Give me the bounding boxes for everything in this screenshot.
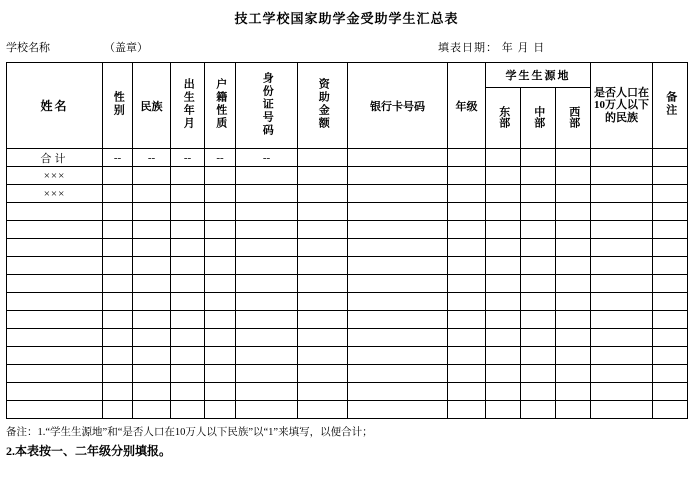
cell-source-west[interactable]	[556, 203, 591, 221]
cell-grant-amount[interactable]	[298, 257, 348, 275]
cell-source-east[interactable]	[486, 203, 521, 221]
cell-source-west[interactable]	[556, 383, 591, 401]
cell-grant-amount[interactable]	[298, 203, 348, 221]
header-source-middle: 中部	[521, 88, 556, 149]
cell-source-east[interactable]	[486, 185, 521, 203]
fill-date-label: 填表日期： 年 月 日	[438, 42, 546, 54]
cell-grant-amount[interactable]	[298, 329, 348, 347]
cell-source-east[interactable]	[486, 383, 521, 401]
header-household: 户籍性质	[205, 63, 236, 149]
cell-nation[interactable]	[133, 167, 171, 185]
cell-household[interactable]	[205, 239, 236, 257]
cell-nation[interactable]	[133, 221, 171, 239]
cell-source-east[interactable]	[486, 257, 521, 275]
cell-bank-card[interactable]	[348, 167, 448, 185]
page-title: 技工学校国家助学金受助学生汇总表	[234, 11, 459, 26]
cell-bank-card[interactable]	[348, 329, 448, 347]
cell-nation[interactable]	[133, 257, 171, 275]
cell-name[interactable]: 合计	[7, 149, 103, 167]
cell-id-number[interactable]	[236, 185, 298, 203]
cell-source-west[interactable]	[556, 239, 591, 257]
seal-label: （盖章）	[104, 42, 148, 54]
cell-remark[interactable]	[653, 149, 688, 167]
cell-minority[interactable]	[591, 149, 653, 167]
cell-nation[interactable]	[133, 203, 171, 221]
cell-source-middle[interactable]	[521, 365, 556, 383]
cell-source-middle[interactable]	[521, 203, 556, 221]
cell-grant-amount[interactable]	[298, 239, 348, 257]
cell-gender[interactable]	[103, 275, 133, 293]
cell-birth[interactable]	[171, 383, 205, 401]
cell-remark[interactable]	[653, 401, 688, 419]
cell-bank-card[interactable]	[348, 221, 448, 239]
cell-grade[interactable]	[448, 293, 486, 311]
cell-source-west[interactable]	[556, 185, 591, 203]
cell-household[interactable]	[205, 275, 236, 293]
cell-nation[interactable]	[133, 365, 171, 383]
cell-source-east[interactable]	[486, 167, 521, 185]
cell-source-middle[interactable]	[521, 185, 556, 203]
cell-name[interactable]	[7, 329, 103, 347]
cell-birth[interactable]	[171, 167, 205, 185]
cell-nation[interactable]: --	[133, 149, 171, 167]
cell-bank-card[interactable]	[348, 311, 448, 329]
cell-gender[interactable]	[103, 365, 133, 383]
cell-birth[interactable]	[171, 401, 205, 419]
cell-source-middle[interactable]	[521, 347, 556, 365]
header-source-area: 学生生源地	[486, 63, 591, 88]
cell-source-middle[interactable]	[521, 275, 556, 293]
cell-grade[interactable]	[448, 275, 486, 293]
cell-grade[interactable]	[448, 221, 486, 239]
cell-source-middle[interactable]	[521, 257, 556, 275]
cell-name[interactable]	[7, 347, 103, 365]
cell-bank-card[interactable]	[348, 185, 448, 203]
cell-grant-amount[interactable]	[298, 383, 348, 401]
cell-birth[interactable]	[171, 203, 205, 221]
header-source-west: 西部	[556, 88, 591, 149]
cell-source-middle[interactable]	[521, 167, 556, 185]
cell-minority[interactable]	[591, 239, 653, 257]
cell-grade[interactable]	[448, 185, 486, 203]
cell-source-east[interactable]	[486, 149, 521, 167]
cell-nation[interactable]	[133, 293, 171, 311]
cell-grade[interactable]	[448, 257, 486, 275]
table-row	[7, 167, 688, 185]
cell-minority[interactable]	[591, 401, 653, 419]
cell-bank-card[interactable]	[348, 401, 448, 419]
table-row	[7, 149, 688, 167]
cell-bank-card[interactable]	[348, 275, 448, 293]
cell-id-number[interactable]: --	[236, 149, 298, 167]
cell-grade[interactable]	[448, 383, 486, 401]
cell-source-east[interactable]	[486, 275, 521, 293]
cell-id-number[interactable]	[236, 347, 298, 365]
cell-id-number[interactable]	[236, 293, 298, 311]
notes-block	[6, 425, 693, 461]
cell-gender[interactable]	[103, 221, 133, 239]
cell-bank-card[interactable]	[348, 365, 448, 383]
cell-birth[interactable]	[171, 329, 205, 347]
header-birth: 出生年月	[171, 63, 205, 149]
cell-grade[interactable]	[448, 203, 486, 221]
cell-name[interactable]: ×××	[7, 185, 103, 203]
cell-source-east[interactable]	[486, 401, 521, 419]
cell-grade[interactable]	[448, 149, 486, 167]
cell-remark[interactable]	[653, 383, 688, 401]
cell-minority[interactable]	[591, 203, 653, 221]
cell-nation[interactable]	[133, 185, 171, 203]
cell-name[interactable]	[7, 401, 103, 419]
cell-bank-card[interactable]	[348, 203, 448, 221]
cell-source-east[interactable]	[486, 347, 521, 365]
cell-grant-amount[interactable]	[298, 401, 348, 419]
cell-remark[interactable]	[653, 185, 688, 203]
table-row	[7, 311, 688, 329]
cell-birth[interactable]	[171, 257, 205, 275]
cell-remark[interactable]	[653, 221, 688, 239]
cell-household[interactable]	[205, 365, 236, 383]
cell-bank-card[interactable]	[348, 239, 448, 257]
cell-minority[interactable]	[591, 329, 653, 347]
cell-grant-amount[interactable]	[298, 275, 348, 293]
table-row	[7, 185, 688, 203]
cell-household[interactable]	[205, 293, 236, 311]
cell-nation[interactable]	[133, 401, 171, 419]
cell-grade[interactable]	[448, 365, 486, 383]
cell-remark[interactable]	[653, 365, 688, 383]
cell-household[interactable]: --	[205, 149, 236, 167]
cell-birth[interactable]	[171, 185, 205, 203]
cell-household[interactable]	[205, 167, 236, 185]
table-row	[7, 347, 688, 365]
cell-birth[interactable]: --	[171, 149, 205, 167]
table-row	[7, 329, 688, 347]
cell-nation[interactable]	[133, 239, 171, 257]
table-row	[7, 275, 688, 293]
cell-name[interactable]	[7, 383, 103, 401]
cell-id-number[interactable]	[236, 383, 298, 401]
cell-bank-card[interactable]	[348, 149, 448, 167]
cell-remark[interactable]	[653, 257, 688, 275]
cell-gender[interactable]	[103, 239, 133, 257]
cell-id-number[interactable]	[236, 167, 298, 185]
cell-name[interactable]	[7, 293, 103, 311]
cell-birth[interactable]	[171, 347, 205, 365]
cell-minority[interactable]	[591, 365, 653, 383]
cell-id-number[interactable]	[236, 203, 298, 221]
cell-name[interactable]: ×××	[7, 167, 103, 185]
cell-minority[interactable]	[591, 167, 653, 185]
cell-gender[interactable]	[103, 401, 133, 419]
cell-id-number[interactable]	[236, 311, 298, 329]
cell-gender[interactable]	[103, 347, 133, 365]
cell-grant-amount[interactable]	[298, 167, 348, 185]
cell-source-middle[interactable]	[521, 149, 556, 167]
cell-source-middle[interactable]	[521, 383, 556, 401]
cell-nation[interactable]	[133, 383, 171, 401]
school-name-label: 学校名称	[6, 42, 50, 54]
header-grade: 年级	[448, 63, 486, 149]
cell-gender[interactable]: --	[103, 149, 133, 167]
cell-name[interactable]	[7, 257, 103, 275]
cell-source-middle[interactable]	[521, 401, 556, 419]
cell-gender[interactable]	[103, 257, 133, 275]
table-row	[7, 239, 688, 257]
cell-source-middle[interactable]	[521, 293, 556, 311]
cell-name[interactable]	[7, 275, 103, 293]
cell-source-west[interactable]	[556, 221, 591, 239]
cell-minority[interactable]	[591, 293, 653, 311]
cell-bank-card[interactable]	[348, 257, 448, 275]
cell-source-east[interactable]	[486, 293, 521, 311]
cell-remark[interactable]	[653, 329, 688, 347]
cell-source-west[interactable]	[556, 257, 591, 275]
cell-remark[interactable]	[653, 239, 688, 257]
cell-grade[interactable]	[448, 329, 486, 347]
header-bank-card: 银行卡号码	[348, 63, 448, 149]
header-nation: 民族	[133, 63, 171, 149]
cell-id-number[interactable]	[236, 365, 298, 383]
cell-grade[interactable]	[448, 347, 486, 365]
table-row	[7, 383, 688, 401]
cell-household[interactable]	[205, 185, 236, 203]
cell-id-number[interactable]	[236, 401, 298, 419]
cell-id-number[interactable]	[236, 257, 298, 275]
cell-source-west[interactable]	[556, 329, 591, 347]
cell-name[interactable]	[7, 365, 103, 383]
cell-minority[interactable]	[591, 311, 653, 329]
cell-source-west[interactable]	[556, 167, 591, 185]
cell-birth[interactable]	[171, 365, 205, 383]
cell-grant-amount[interactable]	[298, 293, 348, 311]
cell-minority[interactable]	[591, 383, 653, 401]
cell-grant-amount[interactable]	[298, 311, 348, 329]
header-name: 姓名	[7, 63, 103, 149]
cell-source-east[interactable]	[486, 221, 521, 239]
header-gender: 性别	[103, 63, 133, 149]
table-row	[7, 365, 688, 383]
cell-remark[interactable]	[653, 293, 688, 311]
cell-gender[interactable]	[103, 203, 133, 221]
cell-source-west[interactable]	[556, 347, 591, 365]
table-body	[7, 149, 688, 419]
cell-nation[interactable]	[133, 275, 171, 293]
header-minority: 是否人口在10万人以下的民族	[591, 63, 653, 149]
cell-minority[interactable]	[591, 221, 653, 239]
cell-source-east[interactable]	[486, 365, 521, 383]
cell-remark[interactable]	[653, 203, 688, 221]
cell-household[interactable]	[205, 383, 236, 401]
cell-source-east[interactable]	[486, 239, 521, 257]
table-row	[7, 293, 688, 311]
cell-source-middle[interactable]	[521, 239, 556, 257]
cell-remark[interactable]	[653, 311, 688, 329]
cell-gender[interactable]	[103, 311, 133, 329]
cell-birth[interactable]	[171, 293, 205, 311]
cell-bank-card[interactable]	[348, 293, 448, 311]
cell-source-west[interactable]	[556, 293, 591, 311]
table-row	[7, 221, 688, 239]
table-row	[7, 401, 688, 419]
cell-grade[interactable]	[448, 239, 486, 257]
cell-minority[interactable]	[591, 275, 653, 293]
cell-minority[interactable]	[591, 185, 653, 203]
note-line-2: 2.本表按一、二年级分别填报。	[6, 443, 172, 458]
cell-household[interactable]	[205, 221, 236, 239]
cell-grant-amount[interactable]	[298, 149, 348, 167]
cell-bank-card[interactable]	[348, 383, 448, 401]
cell-minority[interactable]	[591, 257, 653, 275]
cell-birth[interactable]	[171, 239, 205, 257]
cell-source-middle[interactable]	[521, 221, 556, 239]
cell-grant-amount[interactable]	[298, 365, 348, 383]
cell-id-number[interactable]	[236, 329, 298, 347]
cell-minority[interactable]	[591, 347, 653, 365]
cell-source-middle[interactable]	[521, 329, 556, 347]
cell-source-west[interactable]	[556, 311, 591, 329]
cell-grant-amount[interactable]	[298, 347, 348, 365]
cell-nation[interactable]	[133, 347, 171, 365]
cell-grant-amount[interactable]	[298, 185, 348, 203]
cell-source-west[interactable]	[556, 275, 591, 293]
meta-row	[0, 39, 693, 59]
cell-gender[interactable]	[103, 329, 133, 347]
cell-household[interactable]	[205, 311, 236, 329]
header-remark: 备注	[653, 63, 688, 149]
table-row	[7, 203, 688, 221]
table-header-row-1	[7, 63, 688, 88]
cell-household[interactable]	[205, 203, 236, 221]
cell-nation[interactable]	[133, 329, 171, 347]
cell-grade[interactable]	[448, 311, 486, 329]
cell-name[interactable]	[7, 239, 103, 257]
cell-nation[interactable]	[133, 311, 171, 329]
cell-birth[interactable]	[171, 311, 205, 329]
cell-source-middle[interactable]	[521, 311, 556, 329]
cell-source-east[interactable]	[486, 311, 521, 329]
header-grant-amount: 资助金额	[298, 63, 348, 149]
table-row	[7, 257, 688, 275]
cell-id-number[interactable]	[236, 275, 298, 293]
cell-gender[interactable]	[103, 383, 133, 401]
cell-household[interactable]	[205, 257, 236, 275]
cell-bank-card[interactable]	[348, 347, 448, 365]
note-line-1: 备注：1.“学生生源地”和“是否人口在10万人以下民族”以“1”来填写，以便合计；	[6, 427, 373, 438]
cell-birth[interactable]	[171, 221, 205, 239]
cell-name[interactable]	[7, 311, 103, 329]
cell-gender[interactable]	[103, 167, 133, 185]
cell-name[interactable]	[7, 203, 103, 221]
cell-remark[interactable]	[653, 275, 688, 293]
cell-remark[interactable]	[653, 167, 688, 185]
cell-name[interactable]	[7, 221, 103, 239]
cell-id-number[interactable]	[236, 239, 298, 257]
cell-source-west[interactable]	[556, 365, 591, 383]
cell-grade[interactable]	[448, 167, 486, 185]
cell-source-west[interactable]	[556, 401, 591, 419]
cell-birth[interactable]	[171, 275, 205, 293]
cell-household[interactable]	[205, 329, 236, 347]
header-id-number: 身份证号码	[236, 63, 298, 149]
header-source-east: 东部	[486, 88, 521, 149]
cell-household[interactable]	[205, 347, 236, 365]
cell-remark[interactable]	[653, 347, 688, 365]
cell-grade[interactable]	[448, 401, 486, 419]
cell-household[interactable]	[205, 401, 236, 419]
cell-grant-amount[interactable]	[298, 221, 348, 239]
cell-source-east[interactable]	[486, 329, 521, 347]
student-summary-table	[6, 62, 688, 419]
cell-source-west[interactable]	[556, 149, 591, 167]
cell-gender[interactable]	[103, 293, 133, 311]
cell-gender[interactable]	[103, 185, 133, 203]
cell-id-number[interactable]	[236, 221, 298, 239]
